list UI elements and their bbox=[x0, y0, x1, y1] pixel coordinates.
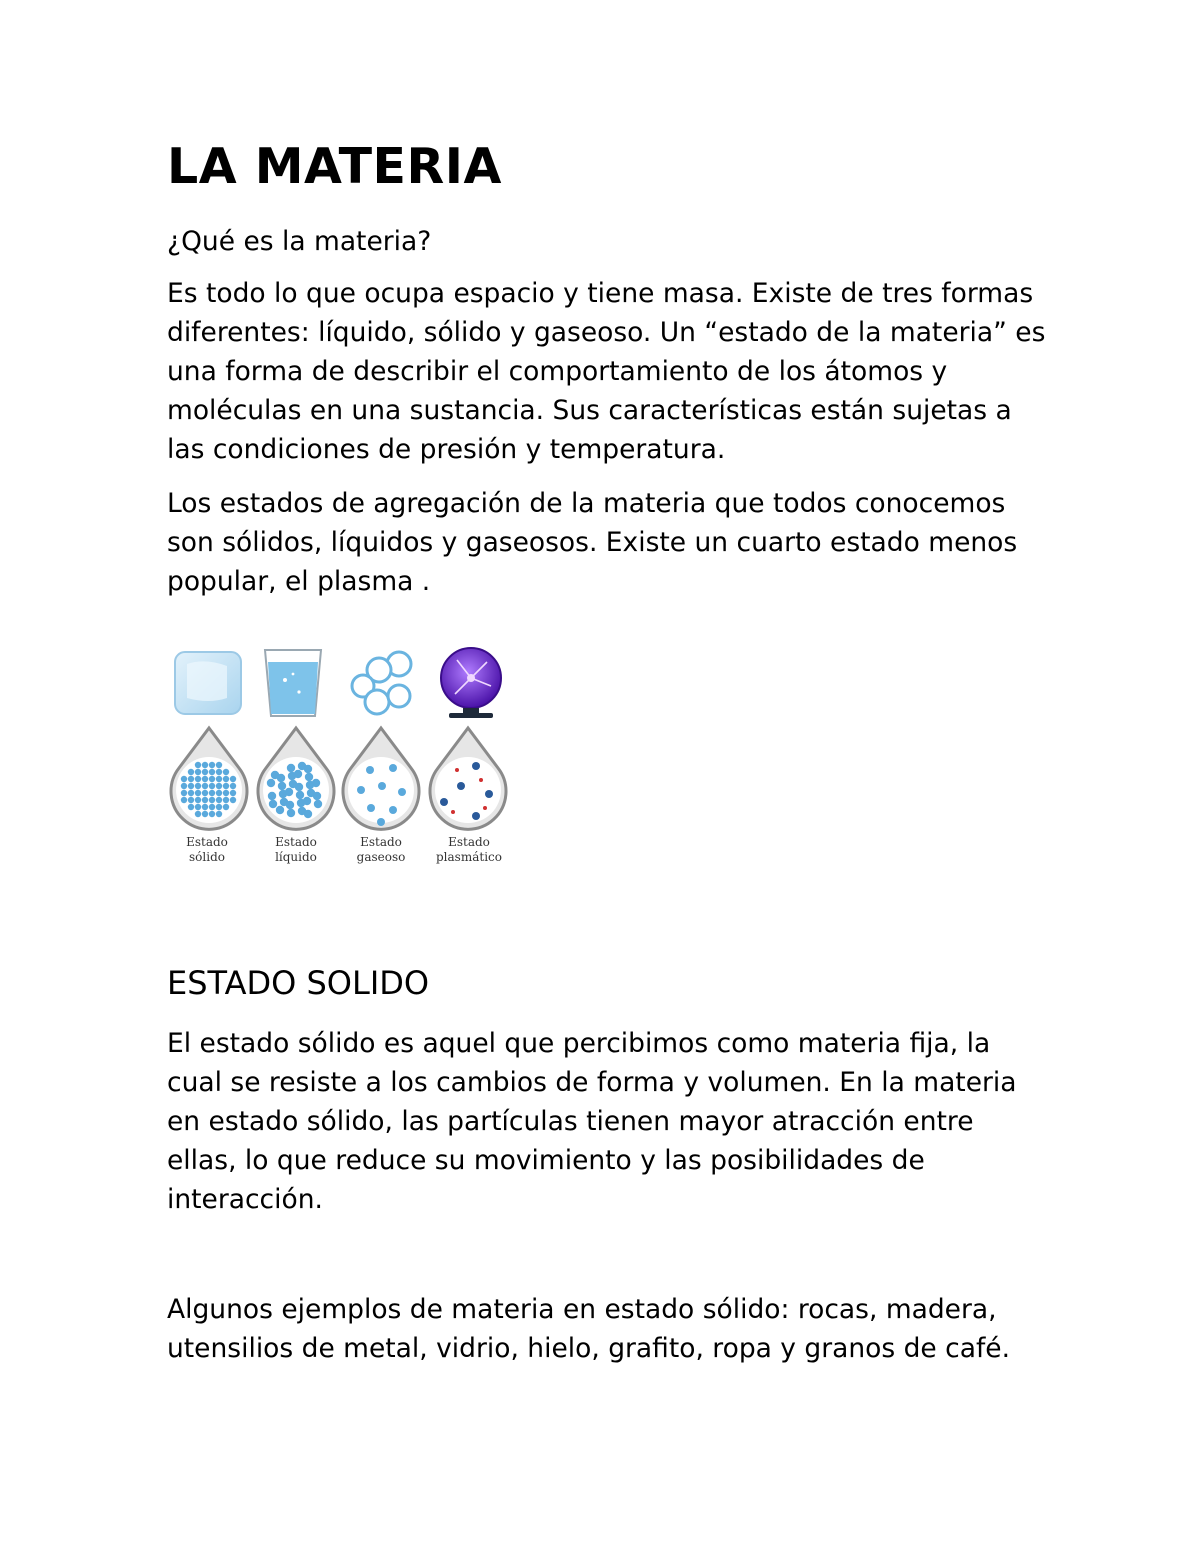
particle bbox=[304, 810, 312, 818]
vapor-cloud-icon bbox=[352, 652, 411, 714]
particle bbox=[286, 801, 294, 809]
particle bbox=[209, 769, 215, 775]
solid-description-paragraph: El estado sólido es aquel que percibimos como materia fija, la cual se resiste a los cambios de forma y volumen. En la materia en estado sólido, las partículas tienen mayor atracción entre ellas, lo que reduce su movimiento y las posibilidades de interacción. bbox=[167, 1028, 1017, 1215]
particle bbox=[209, 804, 215, 810]
particle bbox=[195, 769, 201, 775]
particle bbox=[188, 797, 194, 803]
particle bbox=[295, 783, 303, 791]
particle bbox=[209, 762, 215, 768]
caption-liquid-line2: líquido bbox=[275, 850, 317, 864]
particle bbox=[303, 797, 311, 805]
particle bbox=[305, 773, 313, 781]
particle bbox=[278, 782, 286, 790]
particle bbox=[195, 783, 201, 789]
particle bbox=[216, 804, 222, 810]
particle bbox=[202, 776, 208, 782]
particle bbox=[285, 788, 293, 796]
particle bbox=[202, 783, 208, 789]
particle bbox=[188, 783, 194, 789]
particle bbox=[294, 770, 302, 778]
particle bbox=[195, 797, 201, 803]
caption-plasma-line1: Estado bbox=[448, 835, 490, 849]
particle bbox=[216, 769, 222, 775]
particle bbox=[230, 783, 236, 789]
particle bbox=[181, 790, 187, 796]
particle bbox=[202, 769, 208, 775]
particle bbox=[313, 792, 321, 800]
glass-of-water-icon bbox=[265, 650, 321, 716]
particle bbox=[269, 800, 277, 808]
particle bbox=[276, 806, 284, 814]
figure-captions bbox=[186, 835, 502, 864]
particle bbox=[267, 779, 275, 787]
section-heading: ESTADO SOLIDO bbox=[167, 964, 430, 1002]
solid-examples-paragraph: Algunos ejemplos de materia en estado sólido: rocas, madera, utensilios de metal, vidrio, hielo, grafito, ropa y granos de café. bbox=[167, 1294, 1011, 1364]
particle bbox=[195, 776, 201, 782]
particle bbox=[202, 790, 208, 796]
particle bbox=[209, 776, 215, 782]
plasma-particles-drop bbox=[430, 728, 506, 829]
particle bbox=[202, 804, 208, 810]
particle bbox=[195, 804, 201, 810]
particle bbox=[188, 804, 194, 810]
particle bbox=[188, 769, 194, 775]
particle bbox=[209, 797, 215, 803]
particle bbox=[181, 783, 187, 789]
particle bbox=[216, 762, 222, 768]
particle bbox=[223, 776, 229, 782]
caption-plasma-line2: plasmático bbox=[436, 850, 502, 864]
particle bbox=[304, 765, 312, 773]
particle bbox=[314, 800, 322, 808]
solid-particles-drop bbox=[171, 728, 247, 829]
particle bbox=[181, 776, 187, 782]
particle bbox=[223, 769, 229, 775]
particle bbox=[195, 790, 201, 796]
particle bbox=[277, 774, 285, 782]
plasma-ball-icon bbox=[441, 648, 501, 718]
liquid-particles-drop bbox=[258, 728, 334, 829]
states-paragraph: Los estados de agregación de la materia que todos conocemos son sólidos, líquidos y gaseosos. Existe un cuarto estado menos popular, el plasma . bbox=[167, 488, 1018, 597]
particle bbox=[216, 776, 222, 782]
caption-solid-line2: sólido bbox=[189, 850, 225, 864]
particle bbox=[230, 797, 236, 803]
definition-paragraph: Es todo lo que ocupa espacio y tiene masa. Existe de tres formas diferentes: líquido, sólido y gaseoso. Un “estado de la materia” es una forma de describir el comportamiento de los átomos y moléculas en una sustancia. Sus características están sujetas a las condiciones de presión y temperatura. bbox=[167, 278, 1046, 465]
page-title: LA MATERIA bbox=[167, 138, 502, 195]
particle bbox=[223, 783, 229, 789]
particle bbox=[202, 811, 208, 817]
particle bbox=[216, 783, 222, 789]
particle bbox=[268, 792, 276, 800]
particle bbox=[195, 811, 201, 817]
particle bbox=[209, 790, 215, 796]
question-text: ¿Qué es la materia? bbox=[167, 226, 432, 257]
particle bbox=[202, 762, 208, 768]
particle bbox=[230, 790, 236, 796]
particle bbox=[287, 809, 295, 817]
particle bbox=[188, 790, 194, 796]
particle bbox=[216, 811, 222, 817]
ice-cube-icon bbox=[175, 652, 241, 714]
gas-particles-drop bbox=[343, 728, 419, 829]
particle bbox=[209, 811, 215, 817]
particle bbox=[312, 779, 320, 787]
states-of-matter-figure bbox=[165, 640, 515, 870]
particle bbox=[223, 790, 229, 796]
caption-gas-line1: Estado bbox=[360, 835, 402, 849]
particle bbox=[296, 791, 304, 799]
particle bbox=[181, 797, 187, 803]
caption-solid-line1: Estado bbox=[186, 835, 228, 849]
particle bbox=[209, 783, 215, 789]
particle bbox=[287, 764, 295, 772]
particle bbox=[188, 776, 194, 782]
particle bbox=[216, 790, 222, 796]
particle bbox=[216, 797, 222, 803]
caption-liquid-line1: Estado bbox=[275, 835, 317, 849]
particle bbox=[195, 762, 201, 768]
particle bbox=[223, 804, 229, 810]
particle bbox=[202, 797, 208, 803]
particle bbox=[223, 797, 229, 803]
caption-gas-line2: gaseoso bbox=[356, 850, 406, 864]
particle bbox=[230, 776, 236, 782]
